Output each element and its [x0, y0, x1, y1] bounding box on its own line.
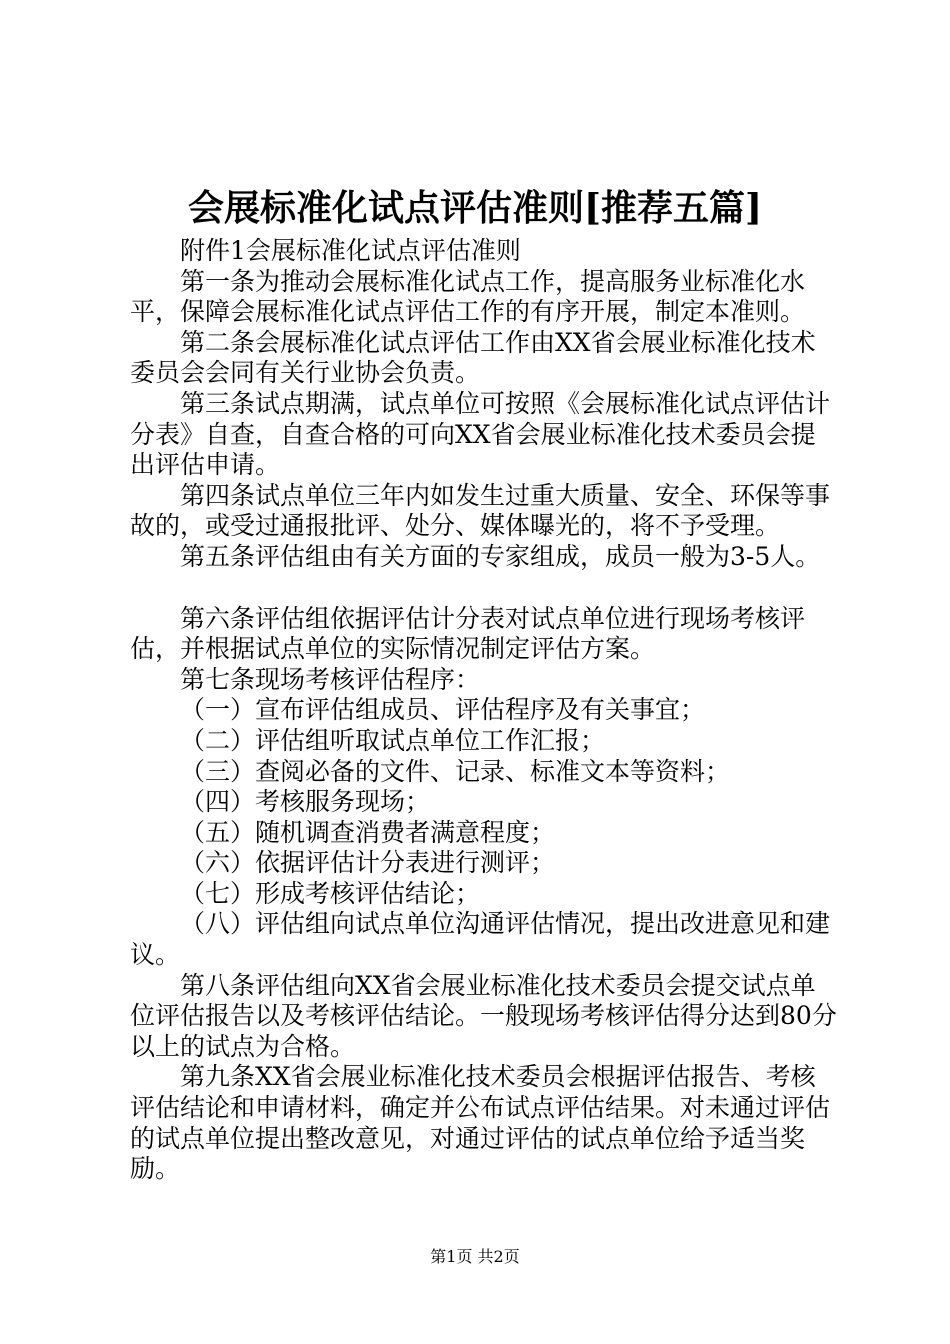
article-4: 第四条试点单位三年内如发生过重大质量、安全、环保等事故的，或受过通报批评、处分、媒体曝光的，将不予受理。: [130, 480, 831, 541]
article-9: 第九条XX省会展业标准化技术委员会根据评估报告、考核评估结论和申请材料，确定并公布试点评估结果。对未通过评估的试点单位提出整改意见，对通过评估的试点单位给予适当奖励。: [130, 1062, 831, 1184]
procedure-item-3: （三）查阅必备的文件、记录、标准文本等资料；: [180, 756, 731, 786]
article-2: 第二条会展标准化试点评估工作由XX省会展业标准化技术委员会会同有关行业协会负责。: [130, 327, 816, 388]
article-5: 第五条评估组由有关方面的专家组成，成员一般为3-5人。: [180, 541, 821, 571]
procedure-item-7: （七）形成考核评估结论；: [180, 878, 481, 908]
article-8: 第八条评估组向XX省会展业标准化技术委员会提交试点单位评估报告以及考核评估结论。一般现场考核评估得分达到80分以上的试点为合格。: [130, 970, 837, 1061]
article-1: 第一条为推动会展标准化试点工作，提高服务业标准化水平，保障会展标准化试点评估工作的有序开展，制定本准则。: [130, 266, 806, 327]
procedure-item-1: （一）宣布评估组成员、评估程序及有关事宜；: [180, 695, 706, 725]
article-3: 第三条试点期满，试点单位可按照《会展标准化试点评估计分表》自查，自查合格的可向XX省会展业标准化技术委员会提出评估申请。: [130, 388, 831, 480]
document-body: [130, 236, 840, 1185]
procedure-item-5: （五）随机调查消费者满意程度；: [180, 817, 556, 847]
article-7: 第七条现场考核评估程序：: [180, 664, 481, 694]
procedure-item-4: （四）考核服务现场；: [180, 787, 431, 817]
article-6: 第六条评估组依据评估计分表对试点单位进行现场考核评估，并根据试点单位的实际情况制定评估方案。: [130, 603, 806, 664]
page-footer: 第1页 共2页: [430, 1247, 520, 1266]
procedure-item-6: （六）依据评估计分表进行测评；: [180, 848, 556, 878]
document-title: 会展标准化试点评估准则[推荐五篇]: [187, 187, 763, 229]
procedure-item-8: （八）评估组向试点单位沟通评估情况，提出改进意见和建议。: [130, 909, 831, 970]
procedure-item-2: （二）评估组听取试点单位工作汇报；: [180, 725, 606, 755]
attachment-heading: 附件1会展标准化试点评估准则: [180, 236, 521, 265]
